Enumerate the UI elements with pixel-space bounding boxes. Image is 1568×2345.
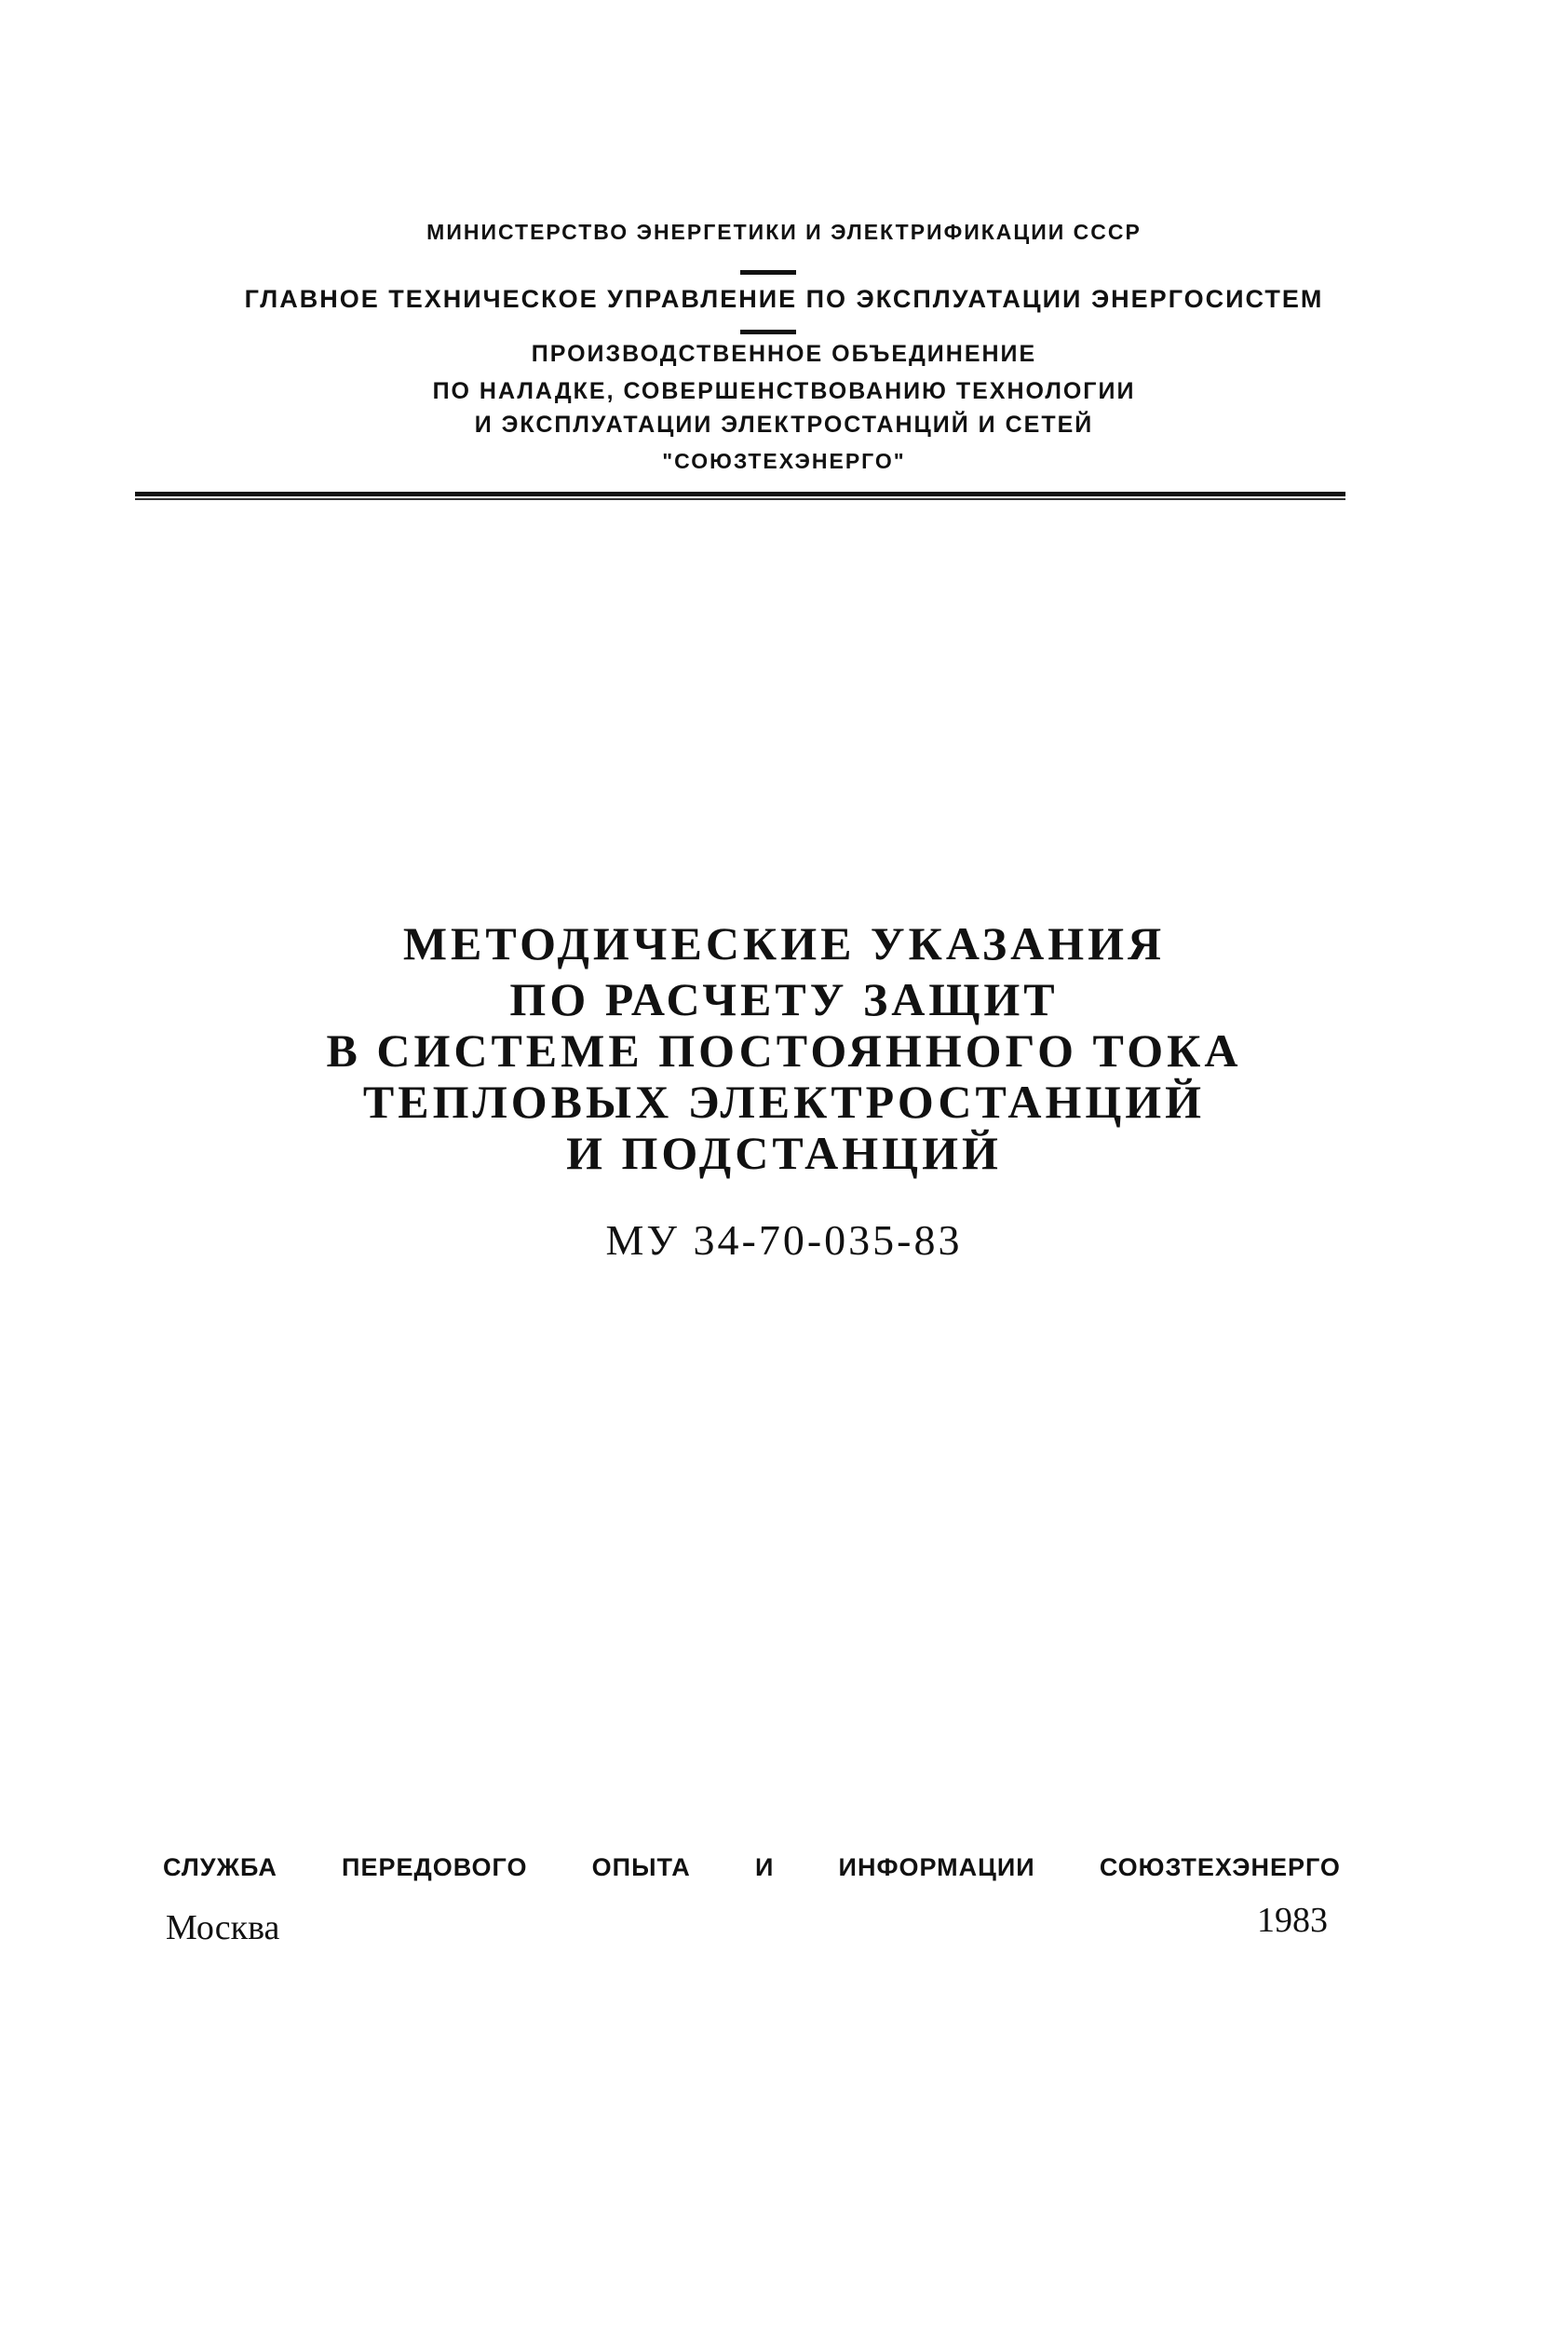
document-code: МУ 34-70-035-83 [605,1216,963,1264]
association-name: "СОЮЗТЕХЭНЕРГО" [662,449,906,473]
header-rule-thin [135,498,1345,500]
directorate-line: ГЛАВНОЕ ТЕХНИЧЕСКОЕ УПРАВЛЕНИЕ ПО ЭКСПЛУАТАЦИИ ЭНЕРГОСИСТЕМ [244,285,1324,313]
publisher-word: И [754,1853,775,1881]
separator-dash [740,270,796,275]
publisher-line [163,1853,1341,1882]
association-line: И ЭКСПЛУАТАЦИИ ЭЛЕКТРОСТАНЦИЙ И СЕТЕЙ [474,412,1094,438]
association-line: ПО НАЛАДКЕ, СОВЕРШЕНСТВОВАНИЮ ТЕХНОЛОГИИ [432,378,1136,404]
ministry-line: МИНИСТЕРСТВО ЭНЕРГЕТИКИ И ЭЛЕКТРИФИКАЦИИ СССР [426,220,1142,244]
publication-city: Москва [166,1908,280,1947]
publisher-word: СЛУЖБА [163,1853,277,1881]
header-rule [135,492,1345,496]
publisher-word: СОЮЗТЕХЭНЕРГО [1099,1853,1341,1881]
document-title-line: И ПОДСТАНЦИЙ [566,1127,1002,1179]
publication-year: 1983 [1257,1901,1328,1940]
document-title-line: МЕТОДИЧЕСКИЕ УКАЗАНИЯ [402,917,1166,969]
document-title-line: В СИСТЕМЕ ПОСТОЯННОГО ТОКА [326,1024,1242,1077]
document-title-line: ТЕПЛОВЫХ ЭЛЕКТРОСТАНЦИЙ [362,1076,1206,1128]
publisher-word: ПЕРЕДОВОГО [342,1853,528,1881]
association-line: ПРОИЗВОДСТВЕННОЕ ОБЪЕДИНЕНИЕ [531,341,1037,367]
publisher-word: ОПЫТА [591,1853,691,1881]
document-title-line: ПО РАСЧЕТУ ЗАЩИТ [509,973,1059,1025]
publisher-word: ИНФОРМАЦИИ [838,1853,1035,1881]
separator-dash [740,330,796,334]
